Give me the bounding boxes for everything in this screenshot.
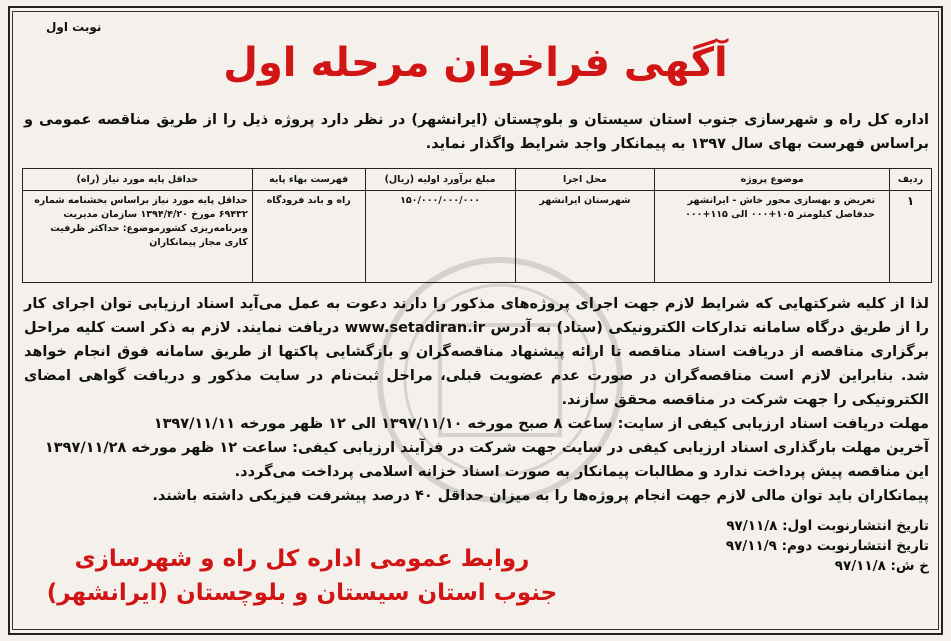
prepayment-note: این مناقصه پیش پرداخت ندارد و مطالبات پیمانکار به صورت اسناد خزانه اسلامی پرداخت می‌گردد. [234, 464, 929, 480]
cell-row-no: ۱ [890, 191, 932, 283]
col-min-grade: حداقل پایه مورد نیاز (راه) [23, 169, 253, 191]
financial-note: پیمانکاران باید توان مالی لازم جهت انجام پروژه‌ها را به میزان حداقل ۴۰ درصد پیشرفت فیزیکی داشته باشند. [152, 488, 929, 504]
intro-paragraph: اداره کل راه و شهرسازی جنوب استان سیستان و بلوچستان (ایرانشهر) در نظر دارد پروژه ذیل را از طریق مناقصه عمومی و براساس فهرست بهای سال ۱۳۹۷ به پیمانکار واجد شرایط واگذار نماید. [24, 112, 929, 152]
body-text [24, 292, 929, 508]
col-row-no: ردیف [890, 169, 932, 191]
cell-min-grade: حداقل پایه مورد نیاز براساس بخشنامه شماره ۶۹۴۳۲ مورخ ۱۳۹۴/۴/۲۰ سازمان مدیریت وبرنامه‌ریزی کشورموضوع: حداکثر ظرفیت کاری مجاز پیمانکاران [23, 191, 253, 283]
invitation-paragraph [24, 292, 929, 412]
signature-block [42, 542, 562, 610]
invitation-text-1: لذا از کلیه شرکتهایی که شرایط لازم جهت اجرای پروژه‌های مذکور را دارند دعوت به عمل می‌آید اسناد ارزیابی توان اجرای کار را از طریق درگاه سامانه تدارکات الکترونیکی (ستاد) به آدرس [24, 296, 929, 336]
invitation-text-2: دریافت نمایند. لازم به ذکر است کلیه مراحل برگزاری مناقصه از دریافت اسناد مناقصه تا ارائه پیشنهاد مناقصه‌گران و بازگشایی پاکتها از طریق سامانه فوق انجام خواهد شد. بنابراین لازم است مناقصه‌گران در صورت عدم عضویت قبلی، مراحل ثبت‌نام در سایت مذکور و دریافت گواهی امضای الکترونیکی را جهت شرکت در مناقصه محقق سازند. [24, 320, 929, 408]
signature-line-2: جنوب استان سیستان و بلوچستان (ایرانشهر) [46, 580, 558, 606]
table-header-row [23, 169, 932, 191]
publish-date-second: تاریخ انتشارنوبت دوم: ۹۷/۱۱/۹ [725, 538, 929, 554]
deadline-receive: مهلت دریافت اسناد ارزیابی کیفی از سایت: ساعت ۸ صبح مورخه ۱۳۹۷/۱۱/۱۰ الی ۱۲ ظهر مورخه ۱۳۹۷/۱۱/۱۱ [153, 416, 929, 432]
page-title: آگهی فراخوان مرحله اول [223, 40, 728, 86]
publish-date-first: تاریخ انتشارنوبت اول: ۹۷/۱۱/۸ [726, 518, 929, 534]
col-location: محل اجرا [515, 169, 655, 191]
cell-estimate: ۱۵۰/۰۰۰/۰۰۰/۰۰۰ [365, 191, 515, 283]
publication-info [629, 516, 929, 576]
tender-table [22, 168, 932, 283]
cell-subject: تعریض و بهسازی محور خاش - ایرانشهر حدفاصل کیلومتر ۱۰۵+۰۰۰ الی ۱۱۵+۰۰۰ [655, 191, 890, 283]
col-estimate: مبلغ برآورد اولیه (ریال) [365, 169, 515, 191]
signature-line-1: روابط عمومی اداره کل راه و شهرسازی [74, 546, 530, 572]
cell-location: شهرستان ایرانشهر [515, 191, 655, 283]
table-row [23, 191, 932, 283]
publish-code: خ ش: ۹۷/۱۱/۸ [834, 558, 929, 574]
round-label: نوبت اول [46, 20, 102, 34]
col-price-list: فهرست بهاء پایه [252, 169, 365, 191]
col-subject: موضوع پروژه [655, 169, 890, 191]
deadline-upload: آخرین مهلت بارگذاری اسناد ارزیابی کیفی در سایت جهت شرکت در فرآیند ارزیابی کیفی: ساعت ۱۲ ظهر مورخه ۱۳۹۷/۱۱/۲۸ [44, 440, 929, 456]
setad-link[interactable]: www.setadiran.ir [344, 320, 485, 336]
cell-price-list: راه و باند فرودگاه [252, 191, 365, 283]
